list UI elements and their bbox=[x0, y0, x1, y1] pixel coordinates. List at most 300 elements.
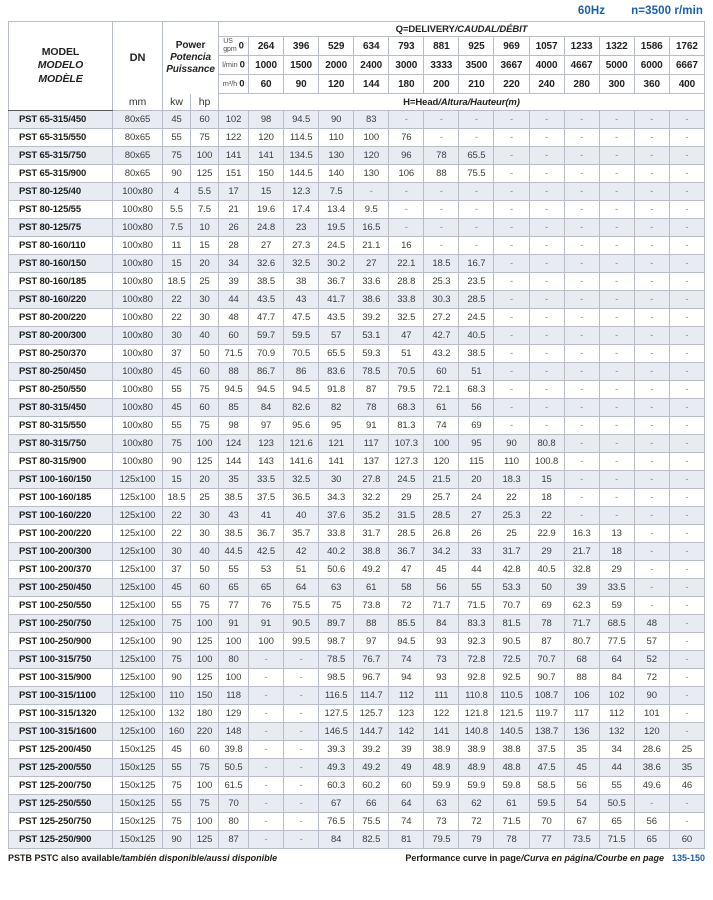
head-value-cell: 90 bbox=[634, 687, 669, 705]
head-value-cell: 114.7 bbox=[354, 687, 389, 705]
head-value-cell: - bbox=[284, 777, 319, 795]
head-value-cell: - bbox=[669, 615, 704, 633]
head-value-cell: 28.6 bbox=[634, 741, 669, 759]
hp-cell: 50 bbox=[191, 345, 219, 363]
flow-value: 240 bbox=[529, 75, 564, 94]
head-value-cell: 49.2 bbox=[354, 759, 389, 777]
head-value-cell: 110.5 bbox=[494, 687, 529, 705]
flow-value: 3500 bbox=[459, 56, 494, 75]
head-value-cell: - bbox=[669, 327, 704, 345]
head-value-cell: 122 bbox=[424, 705, 459, 723]
head-value-cell: 73.5 bbox=[564, 831, 599, 849]
head-value-cell: - bbox=[529, 237, 564, 255]
head-value-cell: 110 bbox=[494, 453, 529, 471]
head-value-cell: 58.5 bbox=[529, 777, 564, 795]
head-value-cell: 38.5 bbox=[219, 525, 249, 543]
hp-cell: 50 bbox=[191, 561, 219, 579]
kw-cell: 22 bbox=[163, 525, 191, 543]
head-value-cell: 34 bbox=[599, 741, 634, 759]
head-value-cell: 138.7 bbox=[529, 723, 564, 741]
head-value-cell: - bbox=[669, 201, 704, 219]
head-value-cell: - bbox=[529, 165, 564, 183]
head-value-cell: 39.2 bbox=[354, 309, 389, 327]
head-value-cell: 73.8 bbox=[354, 597, 389, 615]
dn-cell: 125x100 bbox=[113, 633, 163, 651]
head-value-cell: 76 bbox=[389, 129, 424, 147]
head-value-cell: 72 bbox=[634, 669, 669, 687]
head-value-cell: 44 bbox=[219, 291, 249, 309]
head-value-cell: 122 bbox=[219, 129, 249, 147]
head-value-cell: 56 bbox=[424, 579, 459, 597]
dn-cell: 100x80 bbox=[113, 363, 163, 381]
head-value-cell: - bbox=[424, 219, 459, 237]
head-value-cell: 97 bbox=[249, 417, 284, 435]
model-cell: PST 100-315/900 bbox=[9, 669, 113, 687]
head-value-cell: - bbox=[564, 201, 599, 219]
flow-value: 1586 bbox=[634, 37, 669, 56]
head-value-cell: 41 bbox=[249, 507, 284, 525]
head-value-cell: - bbox=[494, 111, 529, 129]
head-value-cell: 15 bbox=[529, 471, 564, 489]
head-value-cell: 28.8 bbox=[389, 273, 424, 291]
dn-cell: 150x125 bbox=[113, 813, 163, 831]
head-value-cell: 80.7 bbox=[564, 633, 599, 651]
head-value-cell: 59.3 bbox=[354, 345, 389, 363]
hp-cell: 75 bbox=[191, 597, 219, 615]
head-value-cell: 90.5 bbox=[494, 633, 529, 651]
head-value-cell: 42.8 bbox=[494, 561, 529, 579]
head-value-cell: - bbox=[459, 201, 494, 219]
model-cell: PST 125-250/550 bbox=[9, 795, 113, 813]
kw-cell: 22 bbox=[163, 309, 191, 327]
head-value-cell: 48.8 bbox=[494, 759, 529, 777]
head-value-cell: 29 bbox=[599, 561, 634, 579]
head-value-cell: 54 bbox=[564, 795, 599, 813]
head-value-cell: - bbox=[599, 363, 634, 381]
kw-cell: 45 bbox=[163, 741, 191, 759]
head-value-cell: - bbox=[564, 309, 599, 327]
head-value-cell: 38.5 bbox=[459, 345, 494, 363]
dn-cell: 100x80 bbox=[113, 345, 163, 363]
model-cell: PST 100-160/150 bbox=[9, 471, 113, 489]
head-value-cell: 25.3 bbox=[494, 507, 529, 525]
model-cell: PST 80-125/75 bbox=[9, 219, 113, 237]
table-row bbox=[9, 363, 705, 381]
head-value-cell: 98 bbox=[219, 417, 249, 435]
table-row bbox=[9, 453, 705, 471]
head-value-cell: 67 bbox=[564, 813, 599, 831]
head-value-cell: - bbox=[669, 813, 704, 831]
head-value-cell: 73 bbox=[424, 813, 459, 831]
kw-unit-label: kw bbox=[163, 94, 191, 111]
hp-cell: 125 bbox=[191, 831, 219, 849]
head-value-cell: 70 bbox=[529, 813, 564, 831]
head-value-cell: 114.5 bbox=[284, 129, 319, 147]
hp-cell: 180 bbox=[191, 705, 219, 723]
head-value-cell: - bbox=[669, 705, 704, 723]
head-value-cell: 79 bbox=[459, 831, 494, 849]
head-value-cell: - bbox=[494, 255, 529, 273]
table-row bbox=[9, 777, 705, 795]
dn-cell: 100x80 bbox=[113, 219, 163, 237]
kw-cell: 55 bbox=[163, 129, 191, 147]
dn-cell: 125x100 bbox=[113, 543, 163, 561]
hp-cell: 5.5 bbox=[191, 183, 219, 201]
head-value-cell: - bbox=[424, 201, 459, 219]
head-value-cell: 22 bbox=[529, 507, 564, 525]
head-value-cell: 94.5 bbox=[389, 633, 424, 651]
hp-cell: 75 bbox=[191, 795, 219, 813]
model-cell: PST 100-315/1320 bbox=[9, 705, 113, 723]
head-value-cell: 91 bbox=[354, 417, 389, 435]
head-value-cell: 50.6 bbox=[319, 561, 354, 579]
head-value-cell: 91 bbox=[249, 615, 284, 633]
head-value-cell: 106 bbox=[564, 687, 599, 705]
head-value-cell: 71.5 bbox=[599, 831, 634, 849]
kw-cell: 22 bbox=[163, 291, 191, 309]
head-value-cell: 107.3 bbox=[389, 435, 424, 453]
head-value-cell: 47.7 bbox=[249, 309, 284, 327]
head-value-cell: 116.5 bbox=[319, 687, 354, 705]
dn-cell: 100x80 bbox=[113, 183, 163, 201]
model-cell: PST 80-200/220 bbox=[9, 309, 113, 327]
head-value-cell: 13.4 bbox=[319, 201, 354, 219]
hp-unit-label: hp bbox=[191, 94, 219, 111]
head-value-cell: 25.3 bbox=[424, 273, 459, 291]
head-value-cell: 25.7 bbox=[424, 489, 459, 507]
head-value-cell: - bbox=[494, 345, 529, 363]
model-cell: PST 100-200/220 bbox=[9, 525, 113, 543]
head-value-cell: 39.8 bbox=[219, 741, 249, 759]
head-value-cell: 42 bbox=[284, 543, 319, 561]
head-value-cell: 44 bbox=[599, 759, 634, 777]
header-row-title bbox=[9, 22, 705, 37]
kw-cell: 11 bbox=[163, 237, 191, 255]
head-value-cell: - bbox=[599, 201, 634, 219]
head-value-cell: - bbox=[249, 705, 284, 723]
head-value-cell: 51 bbox=[389, 345, 424, 363]
head-value-cell: 20 bbox=[459, 471, 494, 489]
head-value-cell: 141.6 bbox=[284, 453, 319, 471]
head-value-cell: 85 bbox=[219, 399, 249, 417]
head-value-cell: - bbox=[249, 795, 284, 813]
table-row bbox=[9, 309, 705, 327]
head-value-cell: - bbox=[389, 111, 424, 129]
kw-cell: 18.5 bbox=[163, 489, 191, 507]
head-value-cell: 47 bbox=[389, 327, 424, 345]
head-value-cell: 60 bbox=[389, 777, 424, 795]
head-value-cell: 38.6 bbox=[354, 291, 389, 309]
head-value-cell: 26.8 bbox=[424, 525, 459, 543]
dn-cell: 125x100 bbox=[113, 669, 163, 687]
table-row bbox=[9, 561, 705, 579]
head-value-cell: 150 bbox=[249, 165, 284, 183]
head-value-cell: - bbox=[634, 165, 669, 183]
dn-cell: 125x100 bbox=[113, 723, 163, 741]
flow-value: 1322 bbox=[599, 37, 634, 56]
head-value-cell: - bbox=[599, 417, 634, 435]
head-value-cell: 123 bbox=[389, 705, 424, 723]
head-value-cell: - bbox=[599, 111, 634, 129]
flow-value: 793 bbox=[389, 37, 424, 56]
head-value-cell: - bbox=[669, 489, 704, 507]
head-value-cell: - bbox=[564, 237, 599, 255]
head-value-cell: 130 bbox=[354, 165, 389, 183]
head-value-cell: - bbox=[669, 633, 704, 651]
head-value-cell: - bbox=[284, 759, 319, 777]
table-row bbox=[9, 471, 705, 489]
head-value-cell: - bbox=[634, 219, 669, 237]
head-value-cell: - bbox=[494, 381, 529, 399]
head-value-cell: - bbox=[669, 273, 704, 291]
head-value-cell: 38.5 bbox=[249, 273, 284, 291]
table-row bbox=[9, 435, 705, 453]
model-cell: PST 80-160/185 bbox=[9, 273, 113, 291]
head-value-cell: 17 bbox=[219, 183, 249, 201]
head-value-cell: 27 bbox=[459, 507, 494, 525]
kw-cell: 90 bbox=[163, 633, 191, 651]
hp-cell: 60 bbox=[191, 741, 219, 759]
flow-value: 60 bbox=[249, 75, 284, 94]
head-value-cell: - bbox=[669, 165, 704, 183]
table-row bbox=[9, 381, 705, 399]
head-value-cell: 59.9 bbox=[459, 777, 494, 795]
head-value-cell: 74 bbox=[389, 813, 424, 831]
hp-cell: 100 bbox=[191, 147, 219, 165]
head-value-cell: - bbox=[529, 399, 564, 417]
head-value-cell: 81.3 bbox=[389, 417, 424, 435]
head-value-cell: - bbox=[634, 129, 669, 147]
head-value-cell: - bbox=[669, 471, 704, 489]
head-value-cell: 88 bbox=[424, 165, 459, 183]
head-value-cell: 91.8 bbox=[319, 381, 354, 399]
dn-cell: 100x80 bbox=[113, 309, 163, 327]
head-value-cell: 86.7 bbox=[249, 363, 284, 381]
head-value-cell: 38.9 bbox=[459, 741, 494, 759]
hp-cell: 7.5 bbox=[191, 201, 219, 219]
head-value-cell: 100 bbox=[219, 633, 249, 651]
head-value-cell: - bbox=[354, 183, 389, 201]
head-value-cell: 9.5 bbox=[354, 201, 389, 219]
head-value-cell: 17.4 bbox=[284, 201, 319, 219]
head-value-cell: 110.8 bbox=[459, 687, 494, 705]
kw-cell: 4 bbox=[163, 183, 191, 201]
hp-cell: 60 bbox=[191, 111, 219, 129]
head-value-cell: - bbox=[634, 111, 669, 129]
head-value-cell: 34.3 bbox=[319, 489, 354, 507]
table-row bbox=[9, 273, 705, 291]
dn-cell: 125x100 bbox=[113, 579, 163, 597]
table-row bbox=[9, 255, 705, 273]
kw-cell: 55 bbox=[163, 417, 191, 435]
head-value-cell: 83.3 bbox=[459, 615, 494, 633]
head-value-cell: 120 bbox=[634, 723, 669, 741]
flow-value: 360 bbox=[634, 75, 669, 94]
kw-cell: 37 bbox=[163, 561, 191, 579]
kw-cell: 15 bbox=[163, 255, 191, 273]
kw-cell: 55 bbox=[163, 381, 191, 399]
model-cell: PST 100-315/1600 bbox=[9, 723, 113, 741]
head-value-cell: 43.5 bbox=[249, 291, 284, 309]
head-value-cell: 120 bbox=[424, 453, 459, 471]
flow-value: 925 bbox=[459, 37, 494, 56]
head-value-cell: 59.8 bbox=[494, 777, 529, 795]
head-value-cell: 27 bbox=[249, 237, 284, 255]
head-value-cell: - bbox=[669, 561, 704, 579]
head-value-cell: 94.5 bbox=[284, 381, 319, 399]
head-value-cell: 70.5 bbox=[389, 363, 424, 381]
hp-cell: 40 bbox=[191, 327, 219, 345]
head-value-cell: 28 bbox=[219, 237, 249, 255]
head-value-cell: 84 bbox=[249, 399, 284, 417]
head-value-cell: 112 bbox=[599, 705, 634, 723]
head-value-cell: 48.9 bbox=[424, 759, 459, 777]
head-value-cell: 134.5 bbox=[284, 147, 319, 165]
head-value-cell: 92.5 bbox=[494, 669, 529, 687]
head-value-cell: - bbox=[634, 255, 669, 273]
kw-cell: 75 bbox=[163, 777, 191, 795]
head-value-cell: 33.8 bbox=[389, 291, 424, 309]
head-value-cell: - bbox=[634, 489, 669, 507]
flow-value: 144 bbox=[354, 75, 389, 94]
model-cell: PST 125-200/450 bbox=[9, 741, 113, 759]
head-value-cell: - bbox=[634, 345, 669, 363]
head-value-cell: - bbox=[599, 489, 634, 507]
head-value-cell: - bbox=[669, 111, 704, 129]
head-value-cell: - bbox=[634, 597, 669, 615]
model-cell: PST 65-315/550 bbox=[9, 129, 113, 147]
head-value-cell: 33.5 bbox=[599, 579, 634, 597]
kw-cell: 90 bbox=[163, 453, 191, 471]
head-value-cell: - bbox=[494, 147, 529, 165]
dn-cell: 125x100 bbox=[113, 651, 163, 669]
kw-cell: 15 bbox=[163, 471, 191, 489]
head-value-cell: - bbox=[564, 273, 599, 291]
table-row bbox=[9, 219, 705, 237]
flow-value: 280 bbox=[564, 75, 599, 94]
head-value-cell: - bbox=[669, 291, 704, 309]
head-value-cell: 31.7 bbox=[494, 543, 529, 561]
head-value-cell: 75.5 bbox=[284, 597, 319, 615]
model-cell: PST 80-200/300 bbox=[9, 327, 113, 345]
model-cell: PST 80-160/110 bbox=[9, 237, 113, 255]
kw-cell: 7.5 bbox=[163, 219, 191, 237]
head-value-cell: 55 bbox=[599, 777, 634, 795]
model-cell: PST 80-315/750 bbox=[9, 435, 113, 453]
dn-cell: 100x80 bbox=[113, 201, 163, 219]
flow-value: 1000 bbox=[249, 56, 284, 75]
kw-cell: 75 bbox=[163, 435, 191, 453]
head-value-cell: - bbox=[564, 219, 599, 237]
head-value-cell: 80.8 bbox=[529, 435, 564, 453]
head-value-cell: 83 bbox=[354, 111, 389, 129]
head-value-cell: - bbox=[284, 741, 319, 759]
head-value-cell: 55 bbox=[219, 561, 249, 579]
dn-cell: 125x100 bbox=[113, 705, 163, 723]
hp-cell: 60 bbox=[191, 399, 219, 417]
flow-value: 3333 bbox=[424, 56, 459, 75]
head-value-cell: 53.3 bbox=[494, 579, 529, 597]
head-value-cell: 32.2 bbox=[354, 489, 389, 507]
dn-cell: 100x80 bbox=[113, 237, 163, 255]
head-value-cell: 87 bbox=[354, 381, 389, 399]
head-value-cell: - bbox=[669, 381, 704, 399]
head-value-cell: - bbox=[249, 813, 284, 831]
head-value-cell: 88 bbox=[219, 363, 249, 381]
head-value-cell: 61.5 bbox=[219, 777, 249, 795]
dn-cell: 80x65 bbox=[113, 129, 163, 147]
head-value-cell: 40.2 bbox=[319, 543, 354, 561]
head-value-cell: - bbox=[529, 183, 564, 201]
head-value-cell: - bbox=[494, 273, 529, 291]
head-value-cell: 121.8 bbox=[459, 705, 494, 723]
head-value-cell: 69 bbox=[459, 417, 494, 435]
head-value-cell: 117 bbox=[354, 435, 389, 453]
head-value-cell: - bbox=[529, 309, 564, 327]
hp-cell: 30 bbox=[191, 291, 219, 309]
head-value-cell: - bbox=[284, 831, 319, 849]
head-value-cell: - bbox=[599, 147, 634, 165]
head-value-cell: - bbox=[634, 381, 669, 399]
model-cell: PST 80-125/40 bbox=[9, 183, 113, 201]
head-value-cell: 59 bbox=[599, 597, 634, 615]
head-value-cell: 39.2 bbox=[354, 741, 389, 759]
head-value-cell: - bbox=[564, 399, 599, 417]
head-value-cell: - bbox=[634, 453, 669, 471]
head-value-cell: - bbox=[529, 345, 564, 363]
head-value-cell: 56 bbox=[459, 399, 494, 417]
head-value-cell: 90 bbox=[494, 435, 529, 453]
head-value-cell: 140.5 bbox=[494, 723, 529, 741]
kw-cell: 75 bbox=[163, 651, 191, 669]
head-value-cell: 88 bbox=[354, 615, 389, 633]
head-value-cell: 21.7 bbox=[564, 543, 599, 561]
head-value-cell: 18.5 bbox=[424, 255, 459, 273]
table-row bbox=[9, 237, 705, 255]
head-value-cell: - bbox=[494, 129, 529, 147]
head-value-cell: - bbox=[494, 363, 529, 381]
head-value-cell: 79.5 bbox=[424, 831, 459, 849]
head-value-cell: - bbox=[564, 417, 599, 435]
head-value-cell: - bbox=[634, 525, 669, 543]
model-cell: PST 125-250/900 bbox=[9, 831, 113, 849]
table-row bbox=[9, 147, 705, 165]
head-value-cell: - bbox=[634, 399, 669, 417]
head-value-cell: - bbox=[634, 309, 669, 327]
head-value-cell: 92.3 bbox=[459, 633, 494, 651]
flow-value: 2400 bbox=[354, 56, 389, 75]
head-value-cell: 84 bbox=[319, 831, 354, 849]
head-value-cell: 16 bbox=[389, 237, 424, 255]
kw-cell: 132 bbox=[163, 705, 191, 723]
head-value-cell: 40 bbox=[284, 507, 319, 525]
head-value-cell: 68.3 bbox=[459, 381, 494, 399]
head-value-cell: 58 bbox=[389, 579, 424, 597]
head-value-cell: 22 bbox=[494, 489, 529, 507]
model-cell: PST 80-315/550 bbox=[9, 417, 113, 435]
head-value-cell: - bbox=[459, 183, 494, 201]
head-value-cell: 56 bbox=[634, 813, 669, 831]
head-value-cell: 18.3 bbox=[494, 471, 529, 489]
head-value-cell: 65 bbox=[599, 813, 634, 831]
head-value-cell: 82.6 bbox=[284, 399, 319, 417]
head-value-cell: - bbox=[564, 471, 599, 489]
head-value-cell: - bbox=[599, 309, 634, 327]
head-value-cell: - bbox=[599, 183, 634, 201]
head-value-cell: 38 bbox=[284, 273, 319, 291]
table-row bbox=[9, 201, 705, 219]
head-value-cell: 26 bbox=[219, 219, 249, 237]
